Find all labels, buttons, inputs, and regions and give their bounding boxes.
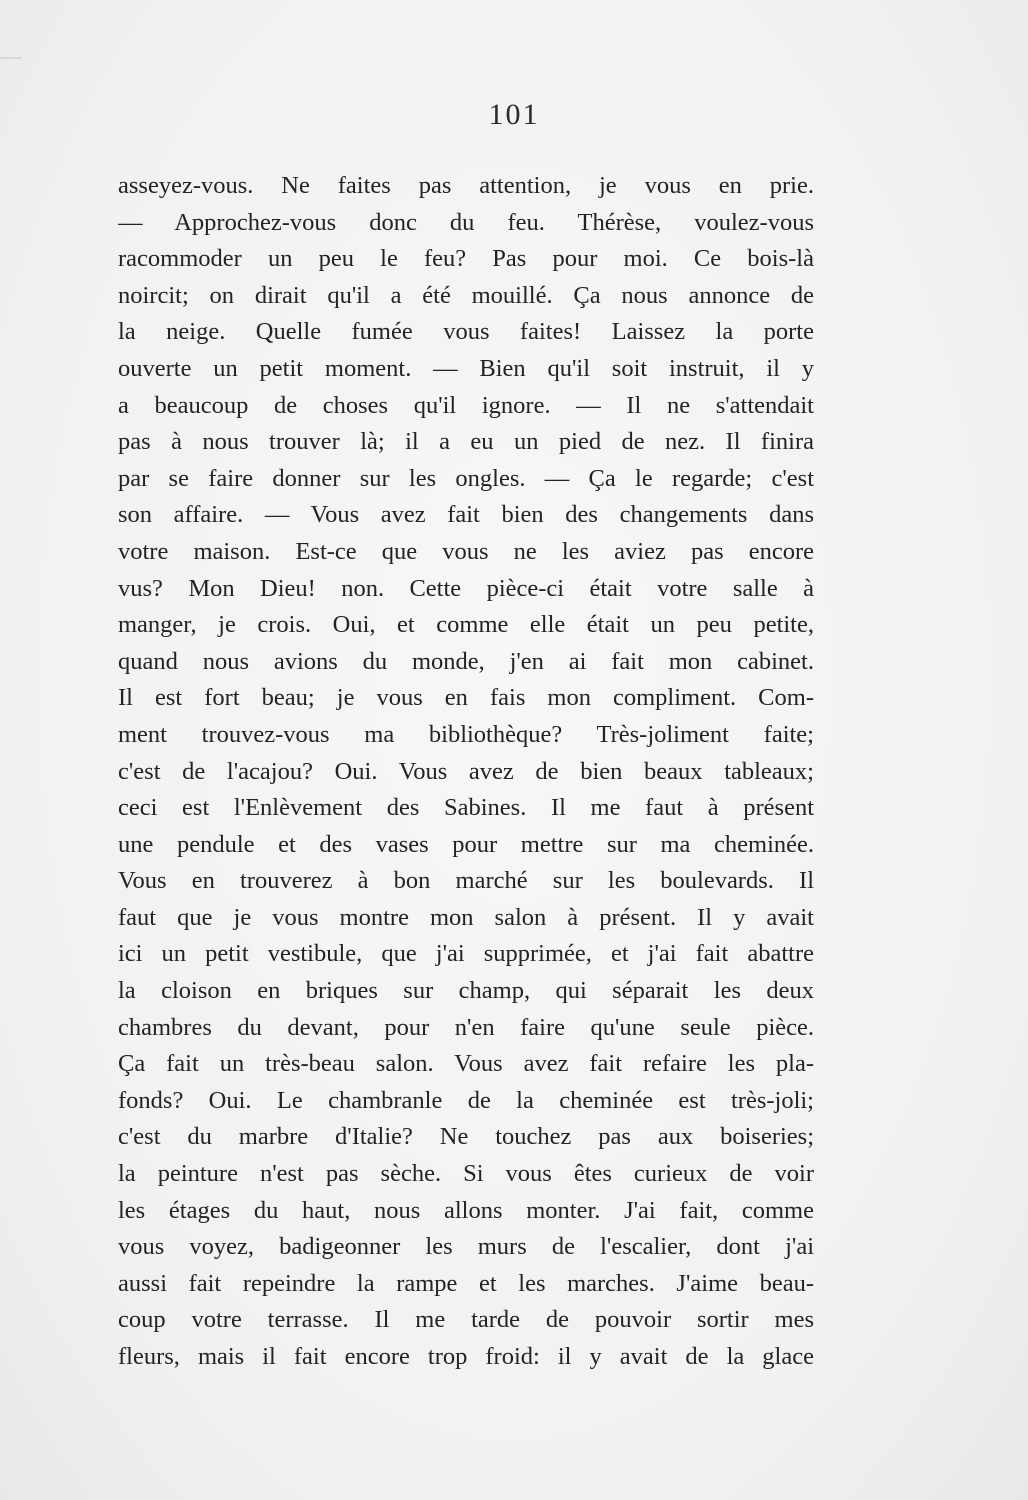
- text-line: la peinture n'est pas sèche. Si vous êtes curieux de voir: [118, 1160, 814, 1188]
- text-line: Vous en trouverez à bon marché sur les boulevards. Il: [118, 867, 814, 895]
- text-line: vous voyez, badigeonner les murs de l'escalier, dont j'ai: [118, 1233, 814, 1261]
- text-line: asseyez-vous. Ne faites pas attention, je vous en prie.: [118, 172, 814, 199]
- text-line: les étages du haut, nous allons monter. J'ai fait, comme: [118, 1196, 814, 1224]
- text-line: par se faire donner sur les ongles. — Ça le regarde; c'est: [118, 464, 814, 492]
- body-text: [118, 168, 814, 1376]
- text-line: c'est de l'acajou? Oui. Vous avez de bien beaux tableaux;: [118, 757, 814, 785]
- text-line: pas à nous trouver là; il a eu un pied de nez. Il finira: [118, 428, 814, 456]
- text-line: noircit; on dirait qu'il a été mouillé. Ça nous annonce de: [118, 281, 814, 309]
- text-line: racommoder un peu le feu? Pas pour moi. Ce bois-là: [118, 245, 814, 273]
- text-line: ceci est l'Enlèvement des Sabines. Il me faut à présent: [118, 794, 814, 822]
- text-line: aussi fait repeindre la rampe et les marches. J'aime beau-: [118, 1269, 814, 1297]
- page-number: 101: [488, 98, 540, 131]
- text-line: votre maison. Est-ce que vous ne les aviez pas encore: [118, 537, 814, 565]
- text-line: vus? Mon Dieu! non. Cette pièce-ci était votre salle à: [118, 574, 814, 602]
- text-line: — Approchez-vous donc du feu. Thérèse, voulez-vous: [118, 208, 814, 236]
- text-line: faut que je vous montre mon salon à présent. Il y avait: [118, 903, 814, 931]
- text-line: ouverte un petit moment. — Bien qu'il soit instruit, il y: [118, 354, 814, 382]
- text-line: Il est fort beau; je vous en fais mon compliment. Com-: [118, 684, 814, 712]
- text-line: ment trouvez-vous ma bibliothèque? Très-joliment faite;: [118, 720, 814, 748]
- text-line: son affaire. — Vous avez fait bien des changements dans: [118, 501, 814, 529]
- text-line: la cloison en briques sur champ, qui séparait les deux: [118, 977, 814, 1005]
- text-line: fonds? Oui. Le chambranle de la cheminée est très-joli;: [118, 1086, 814, 1114]
- text-line: une pendule et des vases pour mettre sur ma cheminée.: [118, 830, 814, 858]
- text-line: quand nous avions du monde, j'en ai fait mon cabinet.: [118, 647, 814, 675]
- text-line: coup votre terrasse. Il me tarde de pouvoir sortir mes: [118, 1306, 814, 1334]
- text-line: la neige. Quelle fumée vous faites! Laissez la porte: [118, 318, 814, 346]
- text-line: a beaucoup de choses qu'il ignore. — Il ne s'attendait: [118, 391, 814, 419]
- text-line: manger, je crois. Oui, et comme elle était un peu petite,: [118, 611, 814, 639]
- text-line: chambres du devant, pour n'en faire qu'une seule pièce.: [118, 1013, 814, 1041]
- text-line: ici un petit vestibule, que j'ai supprimée, et j'ai fait abattre: [118, 940, 814, 968]
- margin-mark: [0, 57, 22, 59]
- text-line: Ça fait un très-beau salon. Vous avez fait refaire les pla-: [118, 1050, 814, 1078]
- text-line: c'est du marbre d'Italie? Ne touchez pas aux boiseries;: [118, 1123, 814, 1151]
- text-line: fleurs, mais il fait encore trop froid: il y avait de la glace: [118, 1343, 814, 1370]
